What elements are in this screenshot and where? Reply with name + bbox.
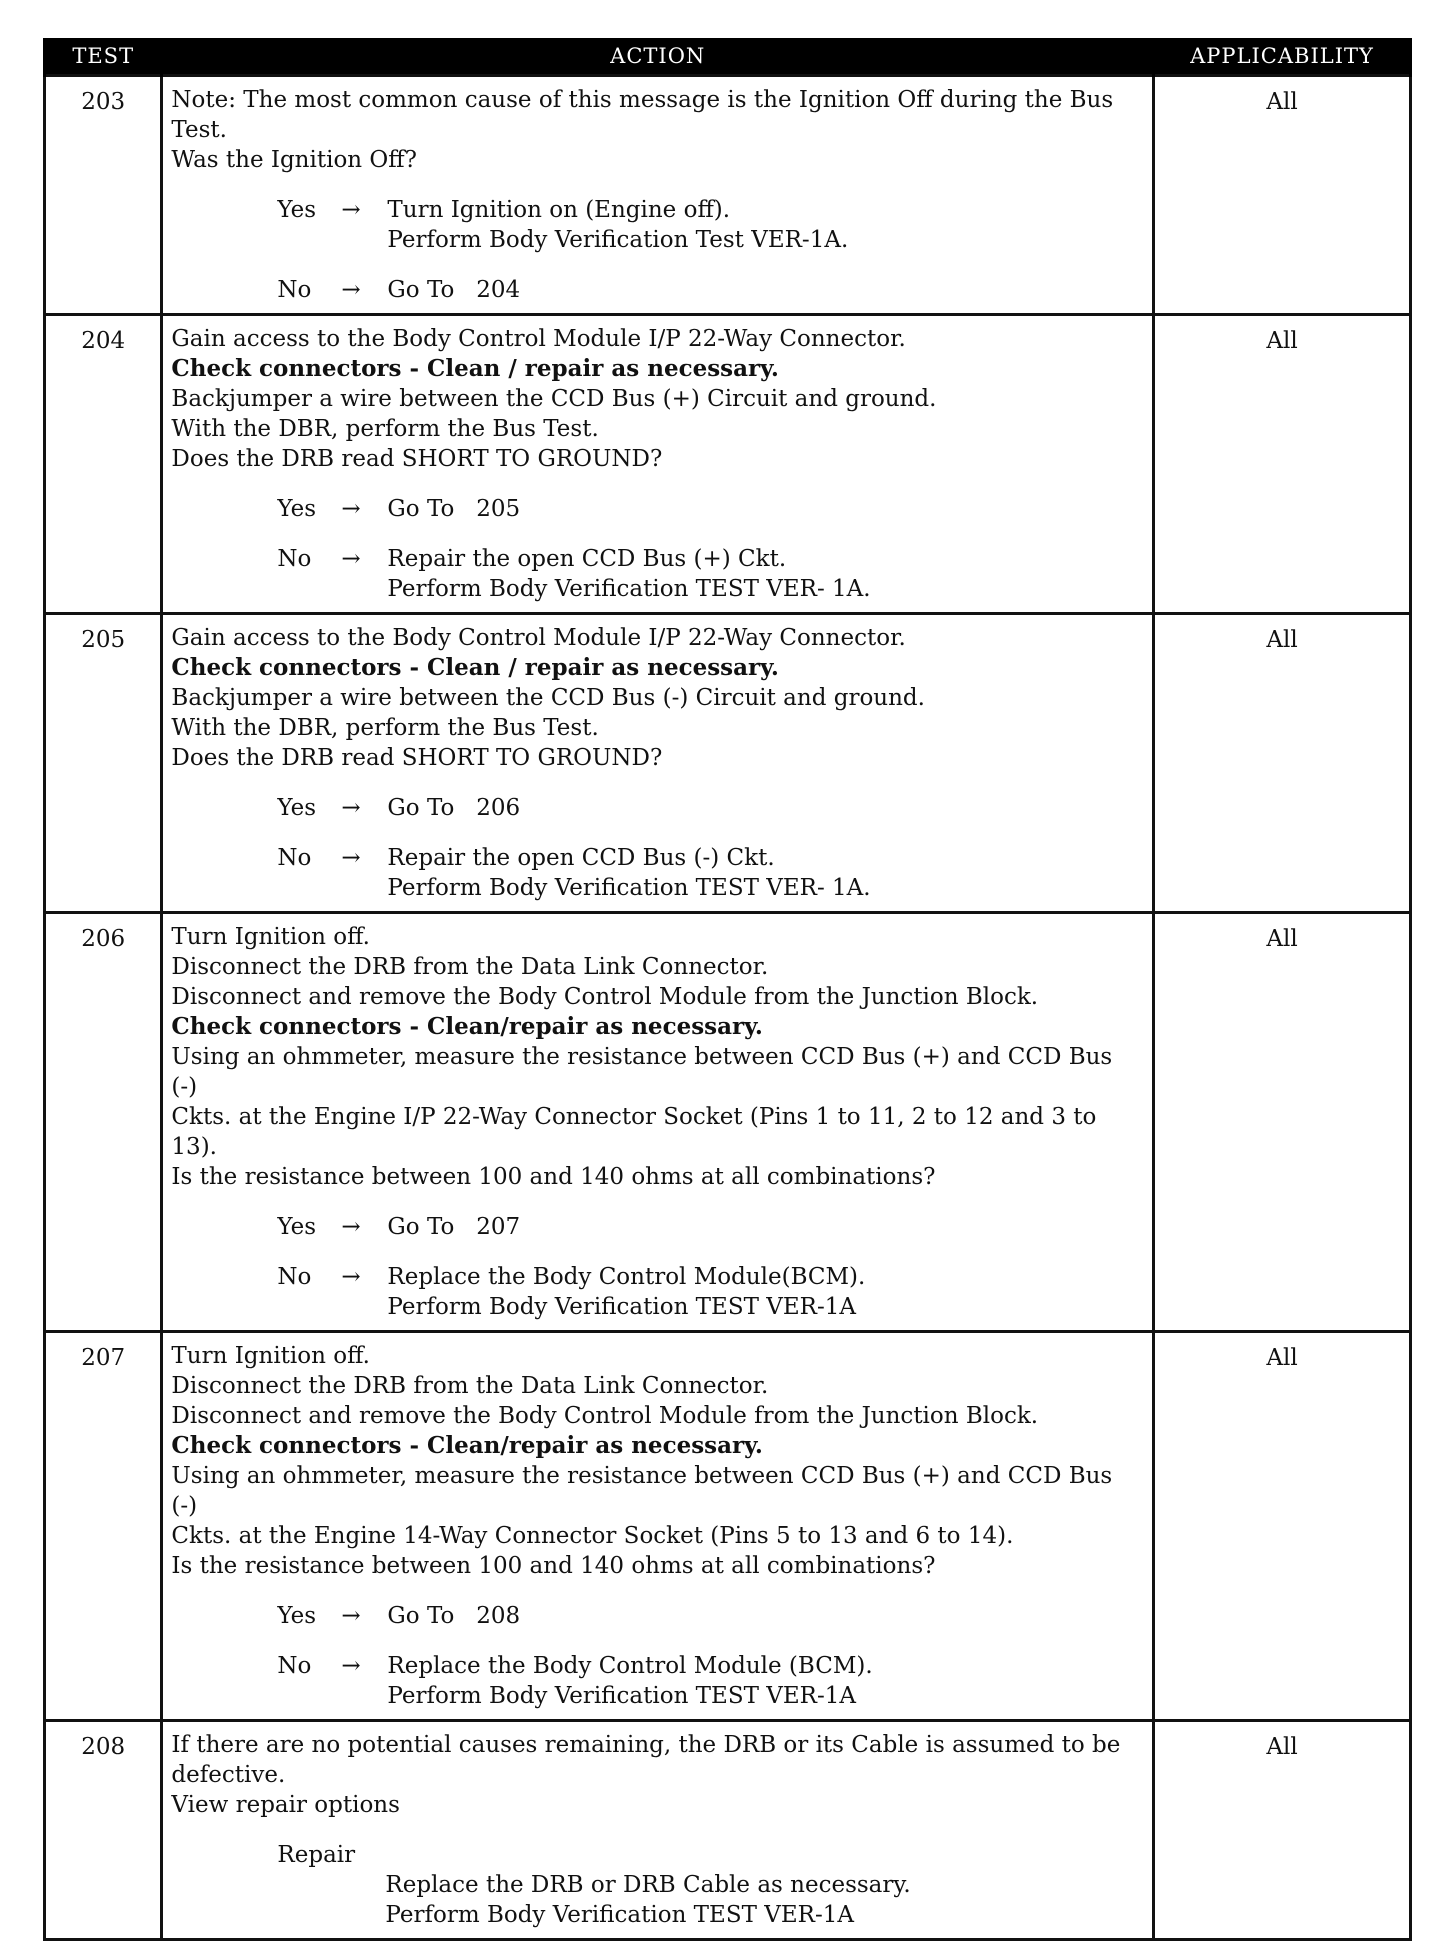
action-line: Note: The most common cause of this message is the Ignition Off during the Bus Test. [171, 87, 1121, 143]
repair-line: Perform Body Verification TEST VER-1A [385, 1902, 854, 1928]
option-answer: No [277, 546, 312, 572]
test-number: 204 [45, 315, 162, 614]
action-line: Is the resistance between 100 and 140 ohms at all combinations? [171, 1553, 936, 1579]
option-result [387, 1262, 1142, 1322]
action-line: Ckts. at the Engine I/P 22-Way Connector Socket (Pins 1 to 11, 2 to 12 and 3 to 13). [171, 1104, 1104, 1160]
option-result-line: Perform Body Verification TEST VER-1A [387, 1294, 856, 1320]
action-line: Backjumper a wire between the CCD Bus (+) Circuit and ground. [171, 386, 937, 412]
option-result-line: Repair the open CCD Bus (-) Ckt. [387, 845, 775, 871]
action-line: Gain access to the Body Control Module I/P 22-Way Connector. [171, 326, 906, 352]
option-result-line: Go To 208 [387, 1603, 521, 1629]
table-row [45, 614, 1411, 913]
option-result [387, 1601, 1142, 1631]
action-emphasis-line: Check connectors - Clean / repair as necessary. [171, 355, 779, 382]
applicability-value: All [1154, 614, 1411, 913]
test-number: 207 [45, 1332, 162, 1721]
option-no [277, 544, 1142, 604]
option-answer: Yes [277, 795, 317, 821]
action-line: Does the DRB read SHORT TO GROUND? [171, 745, 663, 771]
applicability-value: All [1154, 1332, 1411, 1721]
test-number: 205 [45, 614, 162, 913]
option-result-line: Repair the open CCD Bus (+) Ckt. [387, 546, 787, 572]
option-result-line: Perform Body Verification TEST VER-1A [387, 1683, 856, 1709]
test-number: 206 [45, 913, 162, 1332]
option-result [387, 793, 1142, 823]
option-no [277, 1262, 1142, 1322]
option-result-line: Replace the Body Control Module (BCM). [387, 1653, 873, 1679]
action-line: Ckts. at the Engine 14-Way Connector Socket (Pins 5 to 13 and 6 to 14). [171, 1523, 1014, 1549]
action-line: Does the DRB read SHORT TO GROUND? [171, 446, 663, 472]
action-line: Turn Ignition off. [171, 924, 370, 950]
applicability-value: All [1154, 1721, 1411, 1940]
table-row [45, 315, 1411, 614]
option-result-line: Perform Body Verification TEST VER- 1A. [387, 576, 871, 602]
test-number: 208 [45, 1721, 162, 1940]
option-no [277, 843, 1142, 903]
option-result [387, 494, 1142, 524]
action-line: Disconnect the DRB from the Data Link Connector. [171, 1373, 769, 1399]
option-result-line: Turn Ignition on (Engine off). [387, 197, 731, 223]
option-result [387, 843, 1142, 903]
action-line: Was the Ignition Off? [171, 147, 417, 173]
option-answer: No [277, 277, 312, 303]
arrow-right-icon: → [341, 1214, 361, 1240]
action-line: With the DBR, perform the Bus Test. [171, 715, 599, 741]
option-result [387, 195, 1142, 255]
applicability-value: All [1154, 913, 1411, 1332]
arrow-right-icon: → [341, 1603, 361, 1629]
action-cell [162, 1332, 1154, 1721]
action-emphasis-line: Check connectors - Clean/repair as necessary. [171, 1432, 763, 1459]
option-result-line: Go To 206 [387, 795, 521, 821]
arrow-right-icon: → [341, 197, 361, 223]
option-result-line: Replace the Body Control Module(BCM). [387, 1264, 866, 1290]
option-result [387, 275, 1142, 305]
option-yes [277, 1212, 1142, 1242]
action-cell [162, 315, 1154, 614]
action-line: defective. [171, 1762, 286, 1788]
table-row [45, 913, 1411, 1332]
option-result [387, 1651, 1142, 1711]
arrow-right-icon: → [341, 1653, 361, 1679]
option-yes [277, 195, 1142, 255]
option-result-line: Go To 207 [387, 1214, 521, 1240]
option-yes [277, 494, 1142, 524]
option-result-line: Go To 205 [387, 496, 521, 522]
arrow-right-icon: → [341, 845, 361, 871]
action-line: Using an ohmmeter, measure the resistance between CCD Bus (+) and CCD Bus (-) [171, 1463, 1120, 1519]
action-line: Disconnect the DRB from the Data Link Connector. [171, 954, 769, 980]
action-line: Disconnect and remove the Body Control Module from the Junction Block. [171, 984, 1039, 1010]
option-answer: No [277, 1264, 312, 1290]
repair-label: Repair [277, 1842, 356, 1868]
arrow-right-icon: → [341, 795, 361, 821]
arrow-right-icon: → [341, 546, 361, 572]
action-line: Disconnect and remove the Body Control Module from the Junction Block. [171, 1403, 1039, 1429]
repair-line: Replace the DRB or DRB Cable as necessary. [385, 1872, 911, 1898]
option-result [387, 544, 1142, 604]
header-test: TEST [45, 38, 162, 76]
arrow-right-icon: → [341, 1264, 361, 1290]
option-result-line: Go To 204 [387, 277, 521, 303]
test-number: 203 [45, 76, 162, 315]
option-no [277, 1651, 1142, 1711]
table-row [45, 76, 1411, 315]
table-header-row [45, 38, 1411, 76]
action-line: Turn Ignition off. [171, 1343, 370, 1369]
action-cell [162, 1721, 1154, 1940]
action-line: Is the resistance between 100 and 140 ohms at all combinations? [171, 1164, 936, 1190]
option-answer: Yes [277, 197, 317, 223]
option-answer: Yes [277, 1214, 317, 1240]
action-emphasis-line: Check connectors - Clean/repair as necessary. [171, 1013, 763, 1040]
action-line: Gain access to the Body Control Module I/P 22-Way Connector. [171, 625, 906, 651]
header-applicability: APPLICABILITY [1154, 38, 1411, 76]
arrow-right-icon: → [341, 496, 361, 522]
action-emphasis-line: Check connectors - Clean / repair as necessary. [171, 654, 779, 681]
action-cell [162, 913, 1154, 1332]
option-answer: No [277, 1653, 312, 1679]
option-no [277, 275, 1142, 305]
option-yes [277, 793, 1142, 823]
table-body [45, 76, 1411, 1940]
diagnostic-test-table [43, 38, 1412, 1941]
action-cell [162, 614, 1154, 913]
action-line: With the DBR, perform the Bus Test. [171, 416, 599, 442]
action-line: View repair options [171, 1792, 400, 1818]
arrow-right-icon: → [341, 277, 361, 303]
table-row [45, 1332, 1411, 1721]
applicability-value: All [1154, 76, 1411, 315]
option-result-line: Perform Body Verification Test VER-1A. [387, 227, 849, 253]
action-line: Using an ohmmeter, measure the resistance between CCD Bus (+) and CCD Bus (-) [171, 1044, 1120, 1100]
repair-instructions [385, 1870, 1142, 1930]
action-line: If there are no potential causes remaining, the DRB or its Cable is assumed to be [171, 1732, 1121, 1758]
applicability-value: All [1154, 315, 1411, 614]
header-action: ACTION [162, 38, 1154, 76]
table-row [45, 1721, 1411, 1940]
option-yes [277, 1601, 1142, 1631]
option-answer: No [277, 845, 312, 871]
option-answer: Yes [277, 1603, 317, 1629]
option-result [387, 1212, 1142, 1242]
option-answer: Yes [277, 496, 317, 522]
action-cell [162, 76, 1154, 315]
option-result-line: Perform Body Verification TEST VER- 1A. [387, 875, 871, 901]
action-line: Backjumper a wire between the CCD Bus (-) Circuit and ground. [171, 685, 925, 711]
